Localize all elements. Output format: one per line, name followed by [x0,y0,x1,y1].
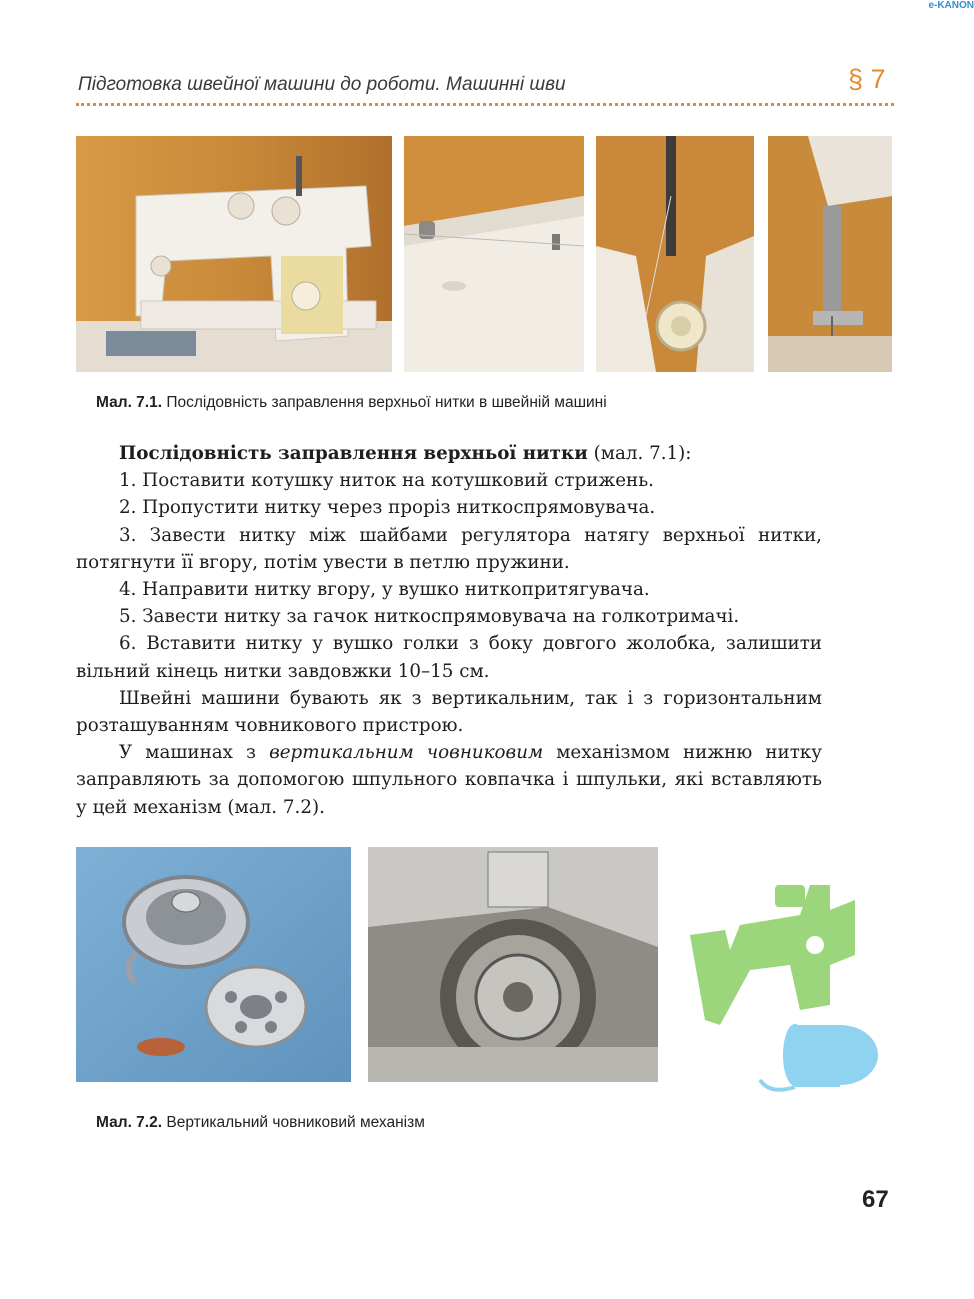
list-item: 1. Поставити котушку ниток на котушковий стрижень. [119,470,654,492]
figure-caption-7-1 [96,394,607,412]
list-heading-bold: Послідовність заправлення верхньої нитки [119,443,588,464]
photo-tension-regulator [596,136,754,372]
photo-shuttle-mechanism [368,847,658,1082]
list-item: 6. Вставити нитку у вушко голки з боку довгого жолобка, залишити вільний кінець нитки завдовжки 10–15 см. [76,633,822,682]
photo-bobbin-case [76,847,351,1082]
list-item: 5. Завести нитку за гачок ниткоспрямовувача на голкотримачі. [119,606,740,628]
list-item: 2. Пропустити нитку через проріз ниткоспрямовувача. [119,497,656,519]
page-number: 67 [862,1186,889,1213]
main-text [76,440,822,821]
sewing-machine-icon [690,885,855,1025]
paragraph: У машинах з вертикальним човниковим механізмом нижню нитку заправляють за допомогою шпульного ковпачка і шпульки, які вставляють у цей механізм (мал. 7.2). [76,742,822,818]
figure-label: Мал. 7.1. [96,394,163,411]
figure-caption-text: Послідовність заправлення верхньої нитки в швейній машині [166,394,607,411]
running-header-title: Підготовка швейної машини до роботи. Машинні шви [78,74,566,95]
list-item: 4. Направити нитку вгору, у вушко ниткопритягувача. [119,579,650,601]
thread-spool-icon [760,1024,878,1090]
list-heading [76,440,822,467]
photo-needle-holder [768,136,892,372]
figure-caption-text: Вертикальний човниковий механізм [166,1114,425,1131]
decorative-sewing-illustration [680,855,895,1105]
header-divider [76,103,894,106]
publisher-logo: e-KANON [928,0,974,11]
paragraph: Швейні машини бувають як з вертикальним, так і з горизонтальним розташуванням човникового пристрою. [76,687,822,737]
figure-label: Мал. 7.2. [96,1114,163,1131]
photo-thread-guide [404,136,584,372]
section-number: § 7 [848,64,886,94]
figure-caption-7-2 [96,1114,425,1132]
list-heading-ref: (мал. 7.1): [587,443,692,464]
photo-sewing-machine [76,136,392,372]
emphasis: вертикальним човниковим [269,742,544,764]
list-item: 3. Завести нитку між шайбами регулятора натягу верхньої нитки, потягнути її вгору, потім увести в петлю пружини. [76,524,822,573]
